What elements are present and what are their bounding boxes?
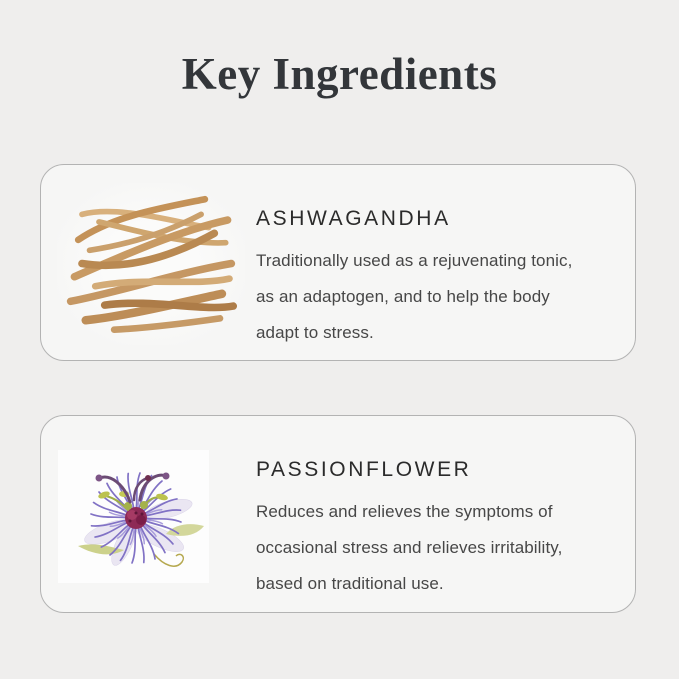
ashwagandha-roots-image: [57, 183, 245, 345]
ingredient-description: [256, 243, 626, 351]
description-line: as an adaptogen, and to help the body: [256, 287, 550, 306]
ingredient-text-block: [256, 207, 626, 351]
ashwagandha-roots-illustration: [60, 186, 242, 342]
passionflower-image: [58, 450, 209, 583]
description-line: adapt to stress.: [256, 323, 374, 342]
ingredient-text-block: [256, 458, 626, 602]
description-line: Traditionally used as a rejuvenating tonic,: [256, 251, 573, 270]
passionflower-illustration: [58, 450, 209, 583]
page-title: Key Ingredients: [181, 49, 498, 99]
description-line: occasional stress and relieves irritability,: [256, 538, 563, 557]
ingredient-card-passionflower: [40, 415, 636, 613]
description-line: Reduces and relieves the symptoms of: [256, 502, 553, 521]
ingredient-card-ashwagandha: [40, 164, 636, 361]
ingredient-description: [256, 494, 626, 602]
ingredient-name: ASHWAGANDHA: [256, 207, 451, 230]
ingredient-name: PASSIONFLOWER: [256, 458, 472, 481]
description-line: based on traditional use.: [256, 574, 444, 593]
